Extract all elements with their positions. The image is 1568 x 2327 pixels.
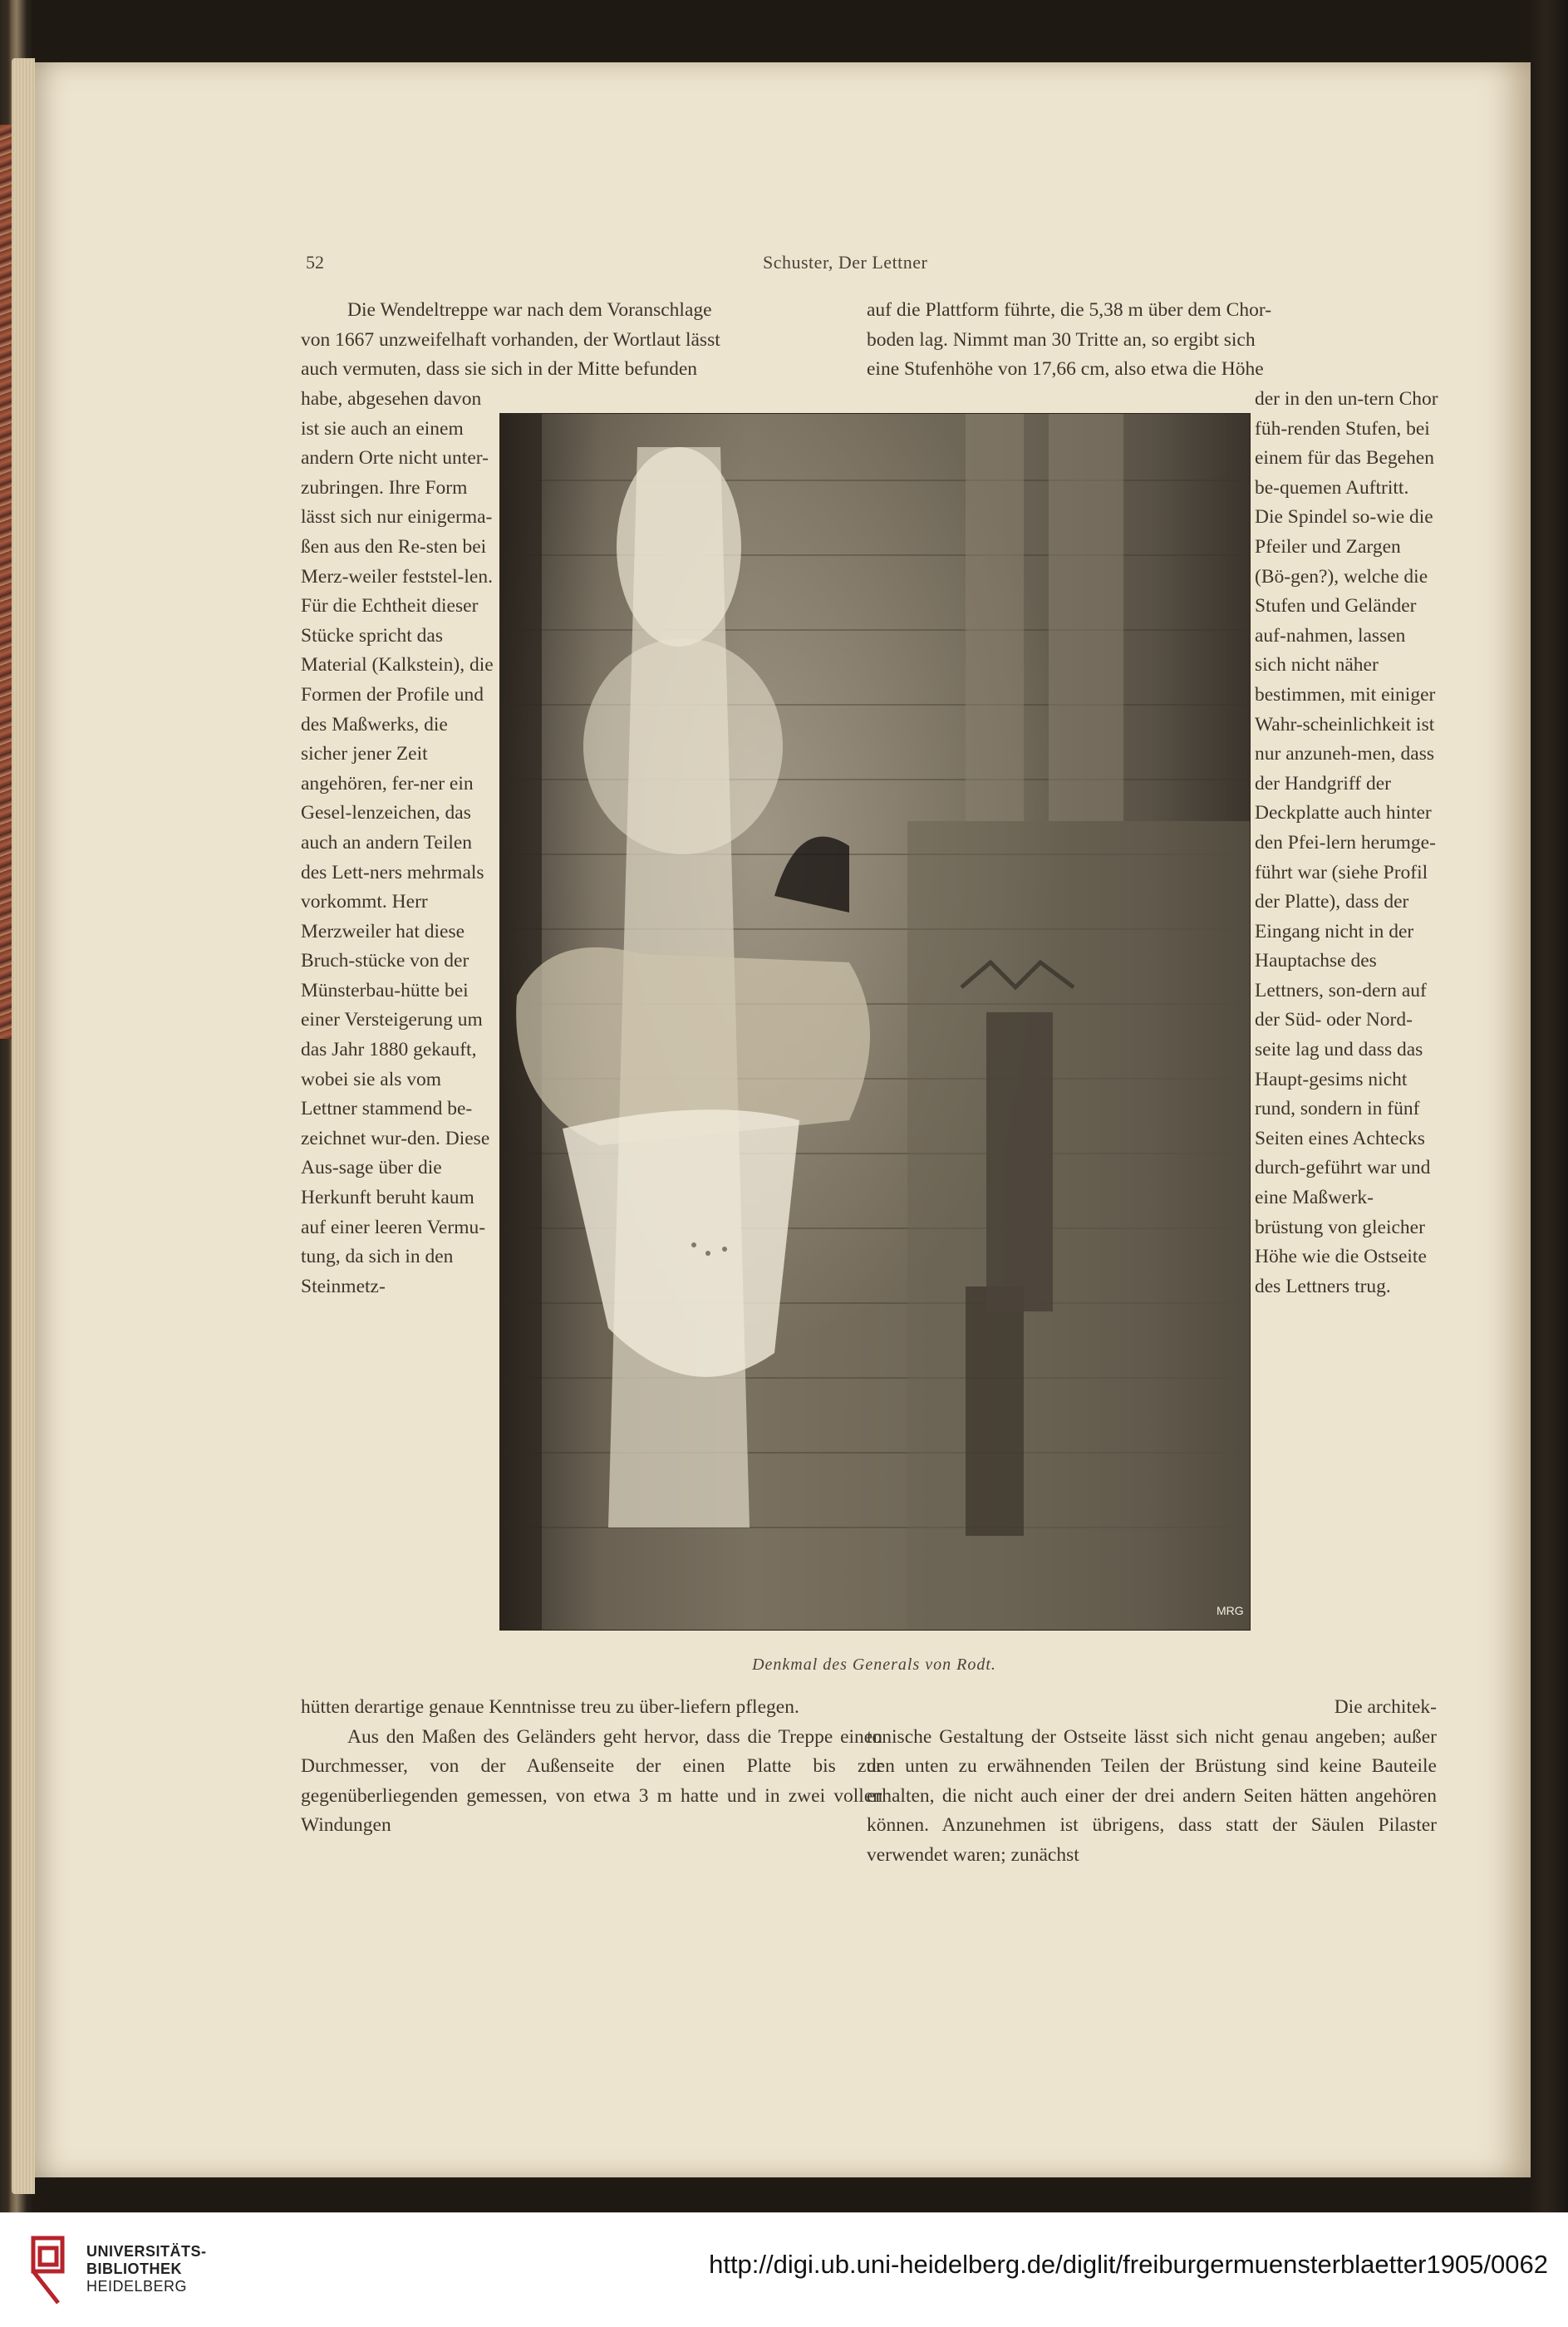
right-column-top	[867, 296, 1437, 385]
figure-caption: Denkmal des Generals von Rodt.	[752, 1655, 996, 1674]
page-number: 52	[306, 252, 324, 273]
library-name-line: UNIVERSITÄTS-	[86, 2243, 207, 2260]
book-page	[35, 62, 1531, 2177]
viewer-footer	[0, 2212, 1568, 2327]
paragraph: Die architek-	[1334, 1696, 1437, 1718]
running-title: Schuster, Der Lettner	[763, 252, 928, 273]
text-line: auf die Plattform führte, die 5,38 m über dem Chor-	[867, 299, 1272, 321]
text-line: boden lag. Nimmt man 30 Tritte an, so ergibt sich	[867, 328, 1256, 351]
monument-illustration	[500, 414, 1250, 1630]
library-name	[86, 2243, 207, 2295]
paragraph: habe, abgesehen davon ist sie auch an einem andern Orte nicht unter-zubringen. Ihre Form lässt sich nur einigerma-ßen aus den Re-sten bei Merz-weiler feststel-len. Für die Echtheit dieser Stücke spricht das Material (Kalkstein), die Formen der Profile und des Maßwerks, die sicher jener Zeit angehören, fer-ner ein Gesel-lenzeichen, das auch an andern Teilen des Lett-ners mehrmals vorkommt. Herr Merzweiler hat diese Bruch-stücke von der Münsterbau-hütte bei einer Versteigerung um das Jahr 1880 gekauft, wobei sie als vom Lettner stammend be-zeichnet wur-den. Diese Aus-sage über die Herkunft beruht kaum auf einer leeren Vermu-tung, da sich in den Steinmetz-	[301, 388, 494, 1297]
library-name-line: BIBLIOTHEK	[86, 2261, 182, 2277]
left-column-bottom	[301, 1693, 882, 1841]
right-column-bottom	[867, 1693, 1437, 1871]
page-edges	[12, 58, 35, 2194]
library-name-line: HEIDELBERG	[86, 2278, 188, 2295]
left-narrow-column	[301, 385, 499, 1301]
text-line: Die Wendeltreppe war nach dem Voranschlage	[347, 299, 712, 321]
marbled-endpaper	[0, 125, 12, 1039]
text-line: eine Stufenhöhe von 17,66 cm, also etwa die Höhe	[867, 358, 1264, 381]
text-line: von 1667 unzweifelhaft vorhanden, der Wortlaut lässt	[301, 328, 720, 351]
paragraph: tonische Gestaltung der Ostseite lässt sich nicht genau angeben; außer den unten zu erwähnenden Teilen der Brüstung sind keine Bauteile erhalten, die nicht auch einer der drei andern Seiten hätten angehören können. Anzunehmen ist übrigens, dass statt der Säulen Pilaster verwendet waren; zunächst	[867, 1725, 1437, 1866]
left-column-top	[301, 296, 882, 385]
university-library-logo-icon	[25, 2230, 75, 2311]
paragraph: Aus den Maßen des Geländers geht hervor, dass die Treppe einen Durchmesser, von der Außenseite der einen Platte bis zur gegenüberliegenden gemessen, von etwa 3 m hatte und in zwei vollen Windungen	[301, 1725, 882, 1837]
right-narrow-column	[1255, 385, 1441, 1301]
permalink-url[interactable]: http://digi.ub.uni-heidelberg.de/diglit/freiburgermuensterblaetter1905/0062	[709, 2250, 1548, 2279]
paragraph: hütten derartige genaue Kenntnisse treu zu über-liefern pflegen.	[301, 1696, 799, 1718]
monument-photograph	[499, 413, 1251, 1631]
photographer-mark: MRG	[1217, 1604, 1244, 1617]
text-line: auch vermuten, dass sie sich in der Mitte befunden	[301, 358, 698, 381]
paragraph: der in den un-tern Chor füh-renden Stufen, bei einem für das Begehen be-quemen Auftritt. Die Spindel so-wie die Pfeiler und Zargen (Bö-gen?), welche die Stufen und Geländer auf-nahmen, lassen sich nicht näher bestimmen, mit einiger Wahr-scheinlichkeit ist nur anzuneh-men, dass der Handgriff der Deckplatte auch hinter den Pfei-lern herumge-führt war (siehe Profil der Platte), dass der Eingang nicht in der Hauptachse des Lettners, son-dern auf der Süd- oder Nord-seite lag und dass das Haupt-gesims nicht rund, sondern in fünf Seiten eines Achtecks durch-geführt war und eine Maßwerk-brüstung von gleicher Höhe wie die Ostseite des Lettners trug.	[1255, 388, 1438, 1297]
